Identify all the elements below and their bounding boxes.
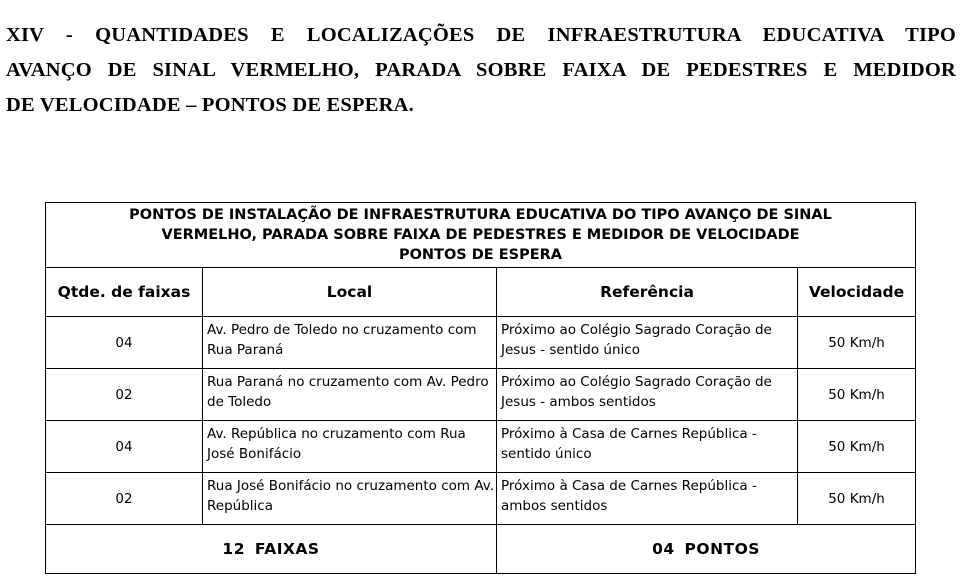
table-row [46, 421, 916, 473]
cell-ref: Próximo à Casa de Carnes República - ambos sentidos [497, 473, 798, 525]
cell-qty: 02 [46, 369, 203, 421]
table-row [46, 473, 916, 525]
section-heading [6, 18, 956, 123]
cell-qty: 04 [46, 317, 203, 369]
table-caption [46, 203, 916, 268]
column-header-local: Local [203, 268, 497, 317]
total-points: 04 PONTOS [497, 525, 916, 574]
column-header-qty: Qtde. de faixas [46, 268, 203, 317]
column-header-ref: Referência [497, 268, 798, 317]
table-caption-line-1: PONTOS DE INSTALAÇÃO DE INFRAESTRUTURA EDUCATIVA DO TIPO AVANÇO DE SINAL [129, 207, 832, 223]
cell-vel: 50 Km/h [798, 473, 916, 525]
cell-qty: 02 [46, 473, 203, 525]
table-caption-line-3: PONTOS DE ESPERA [398, 247, 563, 263]
installation-points-table [45, 202, 916, 574]
table-caption-row [46, 203, 916, 268]
section-heading-line-3: DE VELOCIDADE – PONTOS DE ESPERA. [6, 94, 414, 116]
section-heading-line-1: XIV - QUANTIDADES E LOCALIZAÇÕES DE INFRAESTRUTURA EDUCATIVA TIPO [6, 24, 956, 46]
cell-vel: 50 Km/h [798, 317, 916, 369]
cell-ref: Próximo ao Colégio Sagrado Coração de Jesus - ambos sentidos [497, 369, 798, 421]
total-lanes: 12 FAIXAS [46, 525, 497, 574]
section-heading-line-2: AVANÇO DE SINAL VERMELHO, PARADA SOBRE FAIXA DE PEDESTRES E MEDIDOR [6, 59, 956, 81]
totals-row [46, 525, 916, 574]
cell-ref: Próximo à Casa de Carnes República - sentido único [497, 421, 798, 473]
cell-qty: 04 [46, 421, 203, 473]
cell-local: Rua José Bonifácio no cruzamento com Av. República [203, 473, 497, 525]
cell-local: Av. Pedro de Toledo no cruzamento com Rua Paraná [203, 317, 497, 369]
column-header-vel: Velocidade [798, 268, 916, 317]
cell-vel: 50 Km/h [798, 421, 916, 473]
table-header-row [46, 268, 916, 317]
cell-ref: Próximo ao Colégio Sagrado Coração de Jesus - sentido único [497, 317, 798, 369]
cell-local: Av. República no cruzamento com Rua José Bonifácio [203, 421, 497, 473]
table-row [46, 369, 916, 421]
cell-local: Rua Paraná no cruzamento com Av. Pedro de Toledo [203, 369, 497, 421]
table-row [46, 317, 916, 369]
table-caption-line-2: VERMELHO, PARADA SOBRE FAIXA DE PEDESTRES E MEDIDOR DE VELOCIDADE [161, 227, 800, 243]
cell-vel: 50 Km/h [798, 369, 916, 421]
